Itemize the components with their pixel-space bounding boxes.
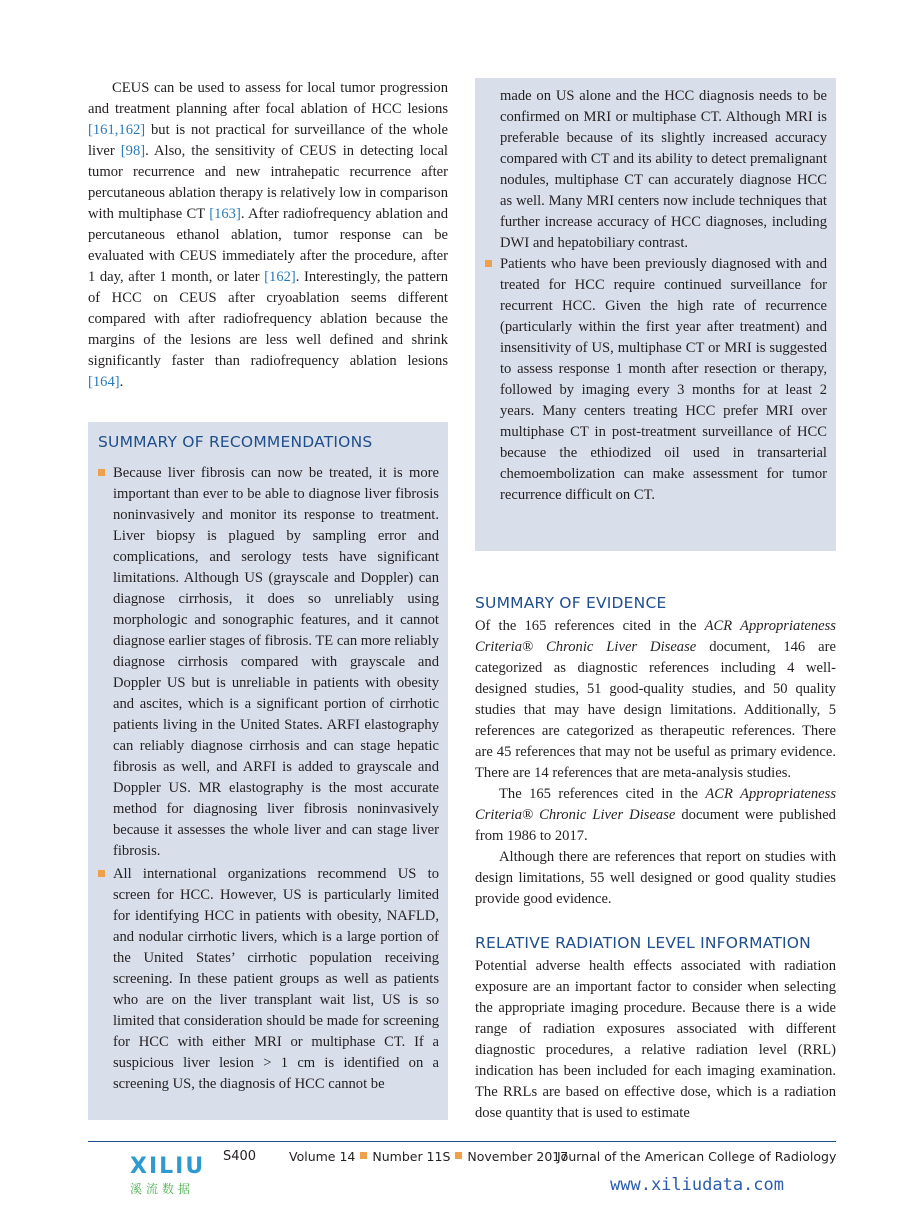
citation-link[interactable]: [163]	[209, 206, 241, 222]
citation-link[interactable]: [161,162]	[88, 122, 146, 138]
evidence-section	[475, 594, 836, 910]
ceus-paragraph: CEUS can be used to assess for local tumor progression and treatment planning after focal ablation of HCC lesions [161,162] but is not practical for surveillance of the whole liver [98]. Also, the sensitivity of CEUS in detecting local tumor recurrence and new intrahepatic recurrence after percutaneous ablation therapy is relatively low in comparison with multiphase CT [163]. After radiofrequency ablation and percutaneous ethanol ablation, tumor response can be evaluated with CEUS immediately after the procedure, after 1 day, after 1 month, or later [162]. Interestingly, the pattern of HCC on CEUS after cryoablation seems different compared with after radiofrequency ablation because the margins of the lesions are less well defined and shrink significantly faster than radiofrequency ablation lesions [164].	[88, 80, 448, 390]
issue-info: Volume 14 Number 11S November 2017	[289, 1149, 569, 1164]
radiation-paragraph: Potential adverse health effects associated with radiation exposure are an important factor to consider when selecting the appropriate imaging procedure. Because there is a wide range of radiation exposures associated with different diagnostic procedures, a relative radiation level (RRL) indication has been included for each imaging examination. The RRLs are based on effective dose, which is a radiation dose quantity that is used to estimate	[475, 958, 836, 1121]
page-number: S400	[223, 1149, 257, 1164]
citation-link[interactable]: [162]	[264, 269, 296, 285]
evidence-paragraph: Although there are references that report on studies with design limitations, 55 well designed or good quality studies provide good evidence.	[475, 849, 836, 907]
evidence-paragraph: The 165 references cited in the ACR Appropriateness Criteria® Chronic Liver Disease document were published from 1986 to 2017.	[475, 786, 836, 844]
recommendation-item: All international organizations recommend US to screen for HCC. However, US is particularly limited for identifying HCC in patients with obesity, NAFLD, and nodular cirrhotic livers, which is a large portion of the United States’ cirrhotic population receiving screening. In these patient groups as well as patients who are on the liver transplant wait list, US is so limited that consideration should be made for screening for HCC with either MRI or multiphase CT. If a suspicious liver lesion > 1 cm is identified on a screening US, the diagnosis of HCC cannot be	[97, 864, 439, 1095]
recommendations-continuation-box	[475, 78, 836, 551]
radiation-heading: RELATIVE RADIATION LEVEL INFORMATION	[475, 934, 811, 952]
summary-recommendations-heading: SUMMARY OF RECOMMENDATIONS	[98, 433, 373, 451]
journal-name: Journal of the American College of Radiology	[557, 1149, 837, 1164]
recommendation-continuation: made on US alone and the HCC diagnosis needs to be confirmed on MRI or multiphase CT. Although MRI is preferable because of its slightly increased accuracy compared with CT and its ability to detect premalignant nodules, multiphase CT can accurately diagnose HCC as well. Many MRI centers now include techniques that further increase accuracy of HCC diagnoses, including DWI and hepatobiliary contrast.	[500, 88, 827, 251]
left-column	[88, 78, 448, 393]
summary-recommendations-box	[88, 422, 448, 1120]
watermark-url[interactable]: www.xiliudata.com	[610, 1175, 784, 1195]
recommendations-list-continued	[484, 254, 827, 506]
recommendation-item: Patients who have been previously diagnosed with and treated for HCC require continued surveillance for recurrent HCC. Given the high rate of recurrence (particularly within the first year after treatment) and insensitivity of US, multiphase CT or MRI is suggested to assess response 1 month after resection or therapy, followed by imaging every 3 months for at least 2 years. Many centers treating HCC prefer MRI over multiphase CT in post-treatment surveillance of HCC because the ethiodized oil used in transarterial chemoembolization can make assessment for tumor recurrence difficult on CT.	[484, 254, 827, 506]
xiliu-logo: XILIU 溪流数据	[130, 1154, 206, 1196]
footer-rule	[88, 1141, 836, 1142]
radiation-section	[475, 934, 836, 1124]
recommendation-item: Because liver fibrosis can now be treated, it is more important than ever to be able to diagnose liver fibrosis noninvasively and monitor its response to treatment. Liver biopsy is plagued by sampling error and complications, and serology tests have significant limitations. Although US (grayscale and Doppler) can diagnose cirrhosis, it does so unreliably using morphologic and sonographic features, and it cannot diagnose earlier stages of fibrosis. TE can more reliably diagnose cirrhosis compared with grayscale and Doppler US but is unreliable in patients with obesity and ascites, which is a significant portion of cirrhotic patients living in the United States. ARFI elastography can reliably diagnose cirrhosis and can stage hepatic fibrosis as well, and ARFI is added to grayscale and Doppler US. MR elastography is the most accurate method for diagnosing liver fibrosis noninvasively because it assesses the whole liver and can stage liver fibrosis.	[97, 463, 439, 862]
evidence-heading: SUMMARY OF EVIDENCE	[475, 594, 667, 612]
citation-link[interactable]: [98]	[120, 143, 146, 159]
recommendations-list	[88, 463, 448, 1095]
evidence-paragraph: Of the 165 references cited in the ACR Appropriateness Criteria® Chronic Liver Disease document, 146 are categorized as diagnostic references including 4 well-designed studies, 51 good-quality studies, and 50 quality studies that may have design limitations. Additionally, 5 references are categorized as therapeutic references. There are 45 references that may not be useful as primary evidence. There are 14 references that are meta-analysis studies.	[475, 618, 836, 781]
citation-link[interactable]: [164]	[88, 374, 120, 390]
